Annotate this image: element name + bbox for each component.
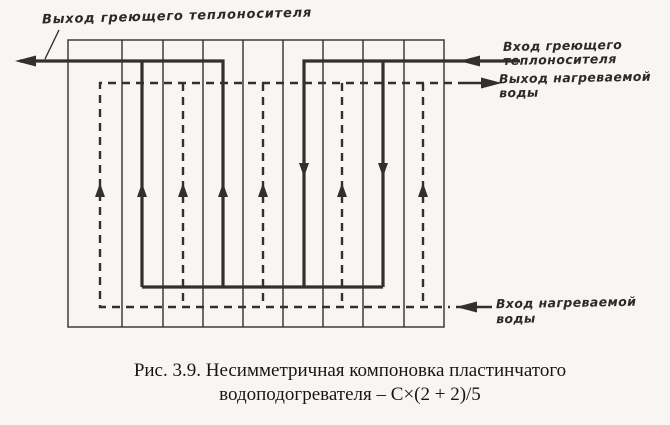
figure-caption-line1: Рис. 3.9. Несимметричная компоновка пластинчатого <box>133 360 567 381</box>
label-heated-water-inlet-line1: Вход нагреваемой <box>495 293 637 312</box>
label-heated-water-inlet <box>496 294 637 326</box>
label-heated-water-outlet <box>499 70 652 101</box>
label-heated-water-outlet-line1: Выход нагреваемой <box>498 68 652 87</box>
figure-caption <box>40 359 660 407</box>
label-heated-water-outlet-line2: воды <box>498 84 539 101</box>
label-heating-fluid-inlet-line2: теплоносителя <box>502 51 617 69</box>
label-heated-water-inlet-line2: воды <box>496 310 536 327</box>
figure-caption-line2: водоподогревателя – С×(2 + 2)/5 <box>219 384 481 405</box>
label-heating-fluid-inlet <box>503 38 623 68</box>
label-heating-fluid-inlet-line1: Вход греющего <box>502 36 623 55</box>
label-heating-fluid-outlet-text: Выход греющего теплоносителя <box>41 5 313 28</box>
